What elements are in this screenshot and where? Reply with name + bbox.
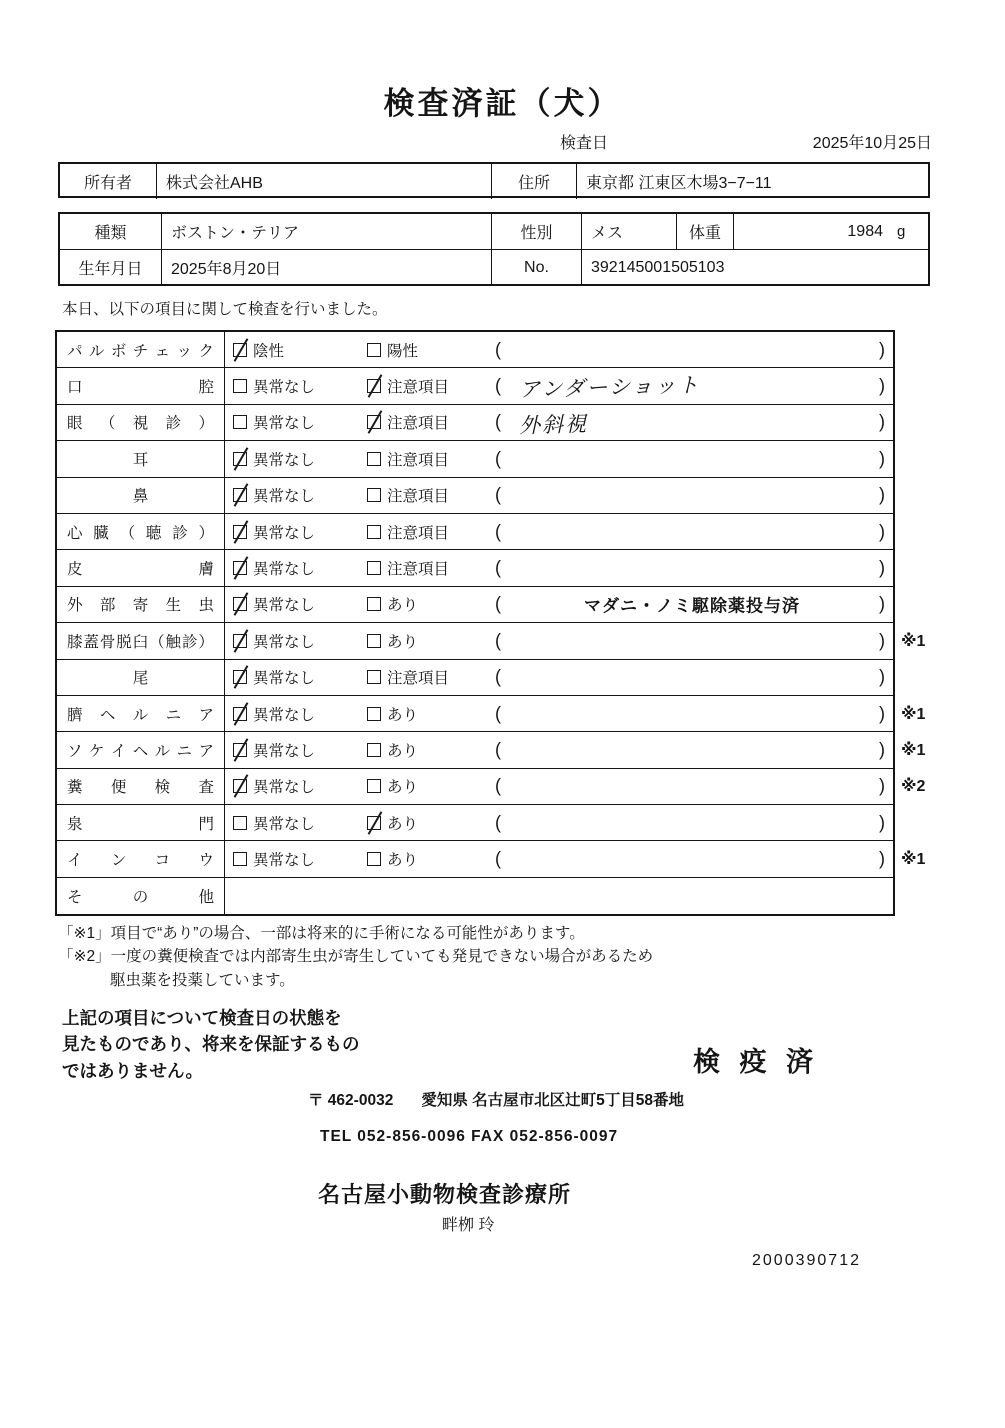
exam-option-1-label: 異常なし [253, 415, 316, 433]
exam-option-1-label: 異常なし [253, 742, 316, 760]
footnote-1: 「※1」項目で“あり”の場合、一部は将来的に手術になる可能性があります。 [58, 925, 585, 942]
exam-table-body [57, 332, 926, 914]
quarantine-stamp: 検 疫 済 [693, 1047, 820, 1077]
paren-open: ( [495, 630, 501, 651]
exam-row [57, 660, 893, 696]
owner-label: 所有者 [60, 164, 157, 199]
paren-open: ( [495, 775, 501, 796]
exam-ref-mark: ※1 [901, 851, 926, 869]
paren-open: ( [495, 703, 501, 724]
paren-open: ( [495, 448, 501, 469]
exam-row-content [225, 732, 893, 767]
paren-close: ) [879, 703, 885, 724]
footnotes [58, 922, 653, 992]
exam-item-label: 心 臓 （ 聴 診 ） [57, 514, 225, 549]
checkbox-icon [233, 415, 247, 429]
exam-row [57, 478, 893, 514]
exam-item-label: 眼 （ 視 診 ） [57, 405, 225, 440]
footnote-2: 「※2」一度の糞便検査では内部寄生虫が寄生していても発見できない場合があるため [58, 948, 654, 966]
paren-open: ( [495, 812, 501, 833]
document-number: 2000390712 [752, 1252, 861, 1269]
exam-option-2-label: 注意項目 [387, 561, 450, 579]
sex-value: メス [582, 214, 677, 249]
paren-close: ) [879, 521, 885, 542]
breed-value: ボストン・テリア [162, 214, 492, 249]
exam-option-2 [367, 521, 449, 543]
exam-option-2 [367, 484, 449, 506]
exam-option-1-label: 異常なし [253, 706, 316, 724]
paren-close: ) [879, 739, 885, 760]
exam-item-label: 口 腔 [57, 368, 225, 403]
exam-item-label: 外 部 寄 生 虫 [57, 587, 225, 622]
weight-value: 1984 [847, 222, 883, 240]
exam-row-content [225, 660, 893, 695]
paren-close: ) [879, 666, 885, 687]
exam-row [57, 769, 926, 805]
paren-close: ) [879, 557, 885, 578]
exam-row [57, 368, 893, 404]
disclaimer-line-3: ではありません。 [62, 1060, 204, 1081]
checkbox-icon [367, 343, 381, 357]
sex-label: 性別 [492, 214, 582, 249]
inspection-date-row [560, 130, 932, 153]
exam-option-2 [367, 630, 418, 652]
checkbox-icon [367, 743, 381, 757]
exam-option-1 [233, 339, 284, 361]
checkbox-icon [233, 816, 247, 830]
exam-note: アンダーショット [518, 374, 701, 402]
exam-option-2 [367, 411, 449, 433]
checkbox-icon [367, 707, 381, 721]
exam-row-content [225, 478, 893, 513]
exam-option-1-label: 異常なし [253, 488, 316, 506]
checkbox-icon [233, 597, 247, 611]
exam-row-content [225, 841, 893, 876]
exam-option-1-label: 異常なし [253, 670, 316, 688]
checkbox-icon [367, 670, 381, 684]
exam-option-2 [367, 448, 449, 470]
exam-option-2-label: 陽性 [387, 342, 419, 360]
disclaimer [62, 1005, 442, 1084]
exam-option-1 [233, 739, 315, 761]
exam-option-2-label: 注意項目 [387, 524, 450, 542]
exam-option-1 [233, 848, 315, 870]
checkbox-icon [233, 852, 247, 866]
exam-row [57, 332, 893, 368]
exam-row [57, 550, 893, 586]
exam-option-2 [367, 375, 449, 397]
checkbox-icon [367, 415, 381, 429]
checkbox-icon [367, 525, 381, 539]
exam-item-label: 皮 膚 [57, 550, 225, 585]
exam-option-2-label: あり [387, 597, 419, 615]
exam-option-1-label: 異常なし [253, 815, 316, 833]
paren-close: ) [879, 375, 885, 396]
exam-option-2-label: あり [387, 815, 419, 833]
paren-open: ( [495, 739, 501, 760]
exam-option-2 [367, 739, 418, 761]
exam-option-1 [233, 703, 315, 725]
exam-option-2-label: あり [387, 706, 419, 724]
exam-option-1 [233, 666, 315, 688]
checkbox-icon [367, 452, 381, 466]
exam-option-1 [233, 448, 315, 470]
exam-table [55, 330, 926, 916]
exam-option-1 [233, 775, 315, 797]
footnote-3: 駆虫薬を投薬しています。 [110, 971, 295, 989]
exam-option-1 [233, 593, 315, 615]
checkbox-icon [367, 634, 381, 648]
no-label: No. [492, 250, 582, 285]
exam-option-1-label: 異常なし [253, 561, 316, 579]
paren-open: ( [495, 411, 501, 432]
weight-cell [734, 214, 928, 249]
exam-item-label: 尾 [57, 660, 225, 695]
exam-option-1-label: 異常なし [253, 524, 316, 542]
exam-note: 外斜視 [518, 413, 589, 439]
exam-option-1 [233, 630, 315, 652]
checkbox-icon [367, 488, 381, 502]
exam-row-content [225, 368, 893, 403]
checkbox-icon [367, 779, 381, 793]
exam-option-1-label: 異常なし [253, 379, 316, 397]
exam-option-2-label: 注意項目 [387, 670, 450, 688]
exam-option-1 [233, 484, 315, 506]
exam-option-1 [233, 411, 315, 433]
exam-option-1-label: 陰性 [253, 342, 285, 360]
exam-row-content [225, 805, 893, 840]
breed-label: 種類 [60, 214, 162, 249]
checkbox-icon [367, 561, 381, 575]
exam-row [57, 405, 893, 441]
clinic-postal: 〒 462-0032 [308, 1092, 394, 1109]
exam-row-content [225, 696, 893, 731]
checkbox-icon [367, 852, 381, 866]
exam-option-2-label: 注意項目 [387, 415, 450, 433]
exam-option-1-label: 異常なし [253, 633, 316, 651]
exam-item-label: 泉 門 [57, 805, 225, 840]
paren-close: ) [879, 484, 885, 505]
exam-item-label: 臍 ヘ ル ニ ア [57, 696, 225, 731]
paren-close: ) [879, 630, 885, 651]
exam-option-1 [233, 375, 315, 397]
exam-item-label: パ ル ボ チ ェ ッ ク [57, 332, 225, 367]
exam-option-1 [233, 557, 315, 579]
exam-option-2-label: 注意項目 [387, 451, 450, 469]
checkbox-icon [233, 561, 247, 575]
exam-option-2 [367, 775, 418, 797]
paren-close: ) [879, 339, 885, 360]
exam-row-content [225, 441, 893, 476]
inspection-date-value: 2025年10月25日 [812, 135, 932, 152]
exam-item-label: そ の 他 [57, 878, 225, 914]
owner-value: 株式会社AHB [157, 164, 492, 199]
paren-close: ) [879, 812, 885, 833]
clinic-address-line [308, 1088, 684, 1110]
exam-row-content [225, 878, 893, 914]
paren-open: ( [495, 521, 501, 542]
exam-item-label: 耳 [57, 441, 225, 476]
exam-option-2 [367, 339, 418, 361]
vet-name: 畔栁 玲 [442, 1217, 495, 1234]
animal-table [58, 212, 930, 286]
checkbox-icon [233, 488, 247, 502]
exam-option-2-label: あり [387, 779, 419, 797]
paren-close: ) [879, 848, 885, 869]
exam-row-content [225, 405, 893, 440]
exam-row [57, 878, 893, 914]
exam-row [57, 587, 893, 623]
paren-open: ( [495, 484, 501, 505]
paren-open: ( [495, 666, 501, 687]
checkbox-icon [233, 634, 247, 648]
inspection-date-label: 検査日 [560, 135, 609, 152]
checkbox-icon [233, 525, 247, 539]
clinic-address: 愛知県 名古屋市北区辻町5丁目58番地 [421, 1092, 684, 1109]
clinic-name: 名古屋小動物検査診療所 [318, 1182, 572, 1207]
exam-row [57, 732, 926, 768]
page-title: 検査済証（犬） [383, 86, 622, 121]
clinic-tel-fax: TEL 052-856-0096 FAX 052-856-0097 [320, 1128, 619, 1145]
exam-option-2-label: あり [387, 742, 419, 760]
exam-row [57, 841, 926, 877]
paren-close: ) [879, 448, 885, 469]
exam-option-2-label: あり [387, 852, 419, 870]
checkbox-icon [233, 743, 247, 757]
weight-unit: g [897, 223, 906, 240]
exam-option-1 [233, 521, 315, 543]
exam-ref-mark: ※1 [901, 632, 926, 650]
paren-close: ) [879, 593, 885, 614]
exam-option-1-label: 異常なし [253, 852, 316, 870]
disclaimer-line-1: 上記の項目について検査日の状態を [62, 1008, 342, 1028]
address-label: 住所 [492, 164, 577, 199]
exam-item-label: ソ ケ イ ヘ ル ニ ア [57, 732, 225, 767]
exam-option-1-label: 異常なし [253, 597, 316, 615]
exam-option-2-label: 注意項目 [387, 379, 450, 397]
address-value: 東京都 江東区木場3−7−11 [586, 175, 772, 192]
owner-table [58, 162, 930, 198]
checkbox-icon [233, 452, 247, 466]
exam-row [57, 805, 893, 841]
exam-item-label: イ ン コ ウ [57, 841, 225, 876]
exam-row-content [225, 332, 893, 367]
exam-row [57, 441, 893, 477]
paren-close: ) [879, 411, 885, 432]
weight-label: 体重 [677, 214, 734, 249]
checkbox-icon [233, 379, 247, 393]
checkbox-icon [233, 670, 247, 684]
paren-open: ( [495, 848, 501, 869]
exam-row-content [225, 623, 893, 658]
exam-row-content [225, 514, 893, 549]
exam-row [57, 696, 926, 732]
exam-ref-mark: ※1 [901, 741, 926, 759]
paren-open: ( [495, 557, 501, 578]
exam-option-2 [367, 812, 418, 834]
exam-option-2 [367, 848, 418, 870]
exam-option-1-label: 異常なし [253, 451, 316, 469]
exam-option-2 [367, 666, 449, 688]
exam-row-content [225, 587, 893, 622]
checkbox-icon [233, 343, 247, 357]
paren-close: ) [879, 775, 885, 796]
exam-item-label: 糞 便 検 査 [57, 769, 225, 804]
exam-option-1-label: 異常なし [253, 779, 316, 797]
checkbox-icon [367, 816, 381, 830]
exam-option-2 [367, 593, 418, 615]
exam-option-2-label: あり [387, 633, 419, 651]
no-value: 392145001505103 [591, 258, 725, 276]
exam-row [57, 623, 926, 659]
birthdate-value: 2025年8月20日 [162, 250, 492, 285]
exam-row-content [225, 550, 893, 585]
paren-open: ( [495, 375, 501, 396]
exam-row [57, 514, 893, 550]
checkbox-icon [233, 707, 247, 721]
exam-row-content [225, 769, 893, 804]
paren-open: ( [495, 339, 501, 360]
intro-text: 本日、以下の項目に関して検査を行いました。 [62, 301, 388, 318]
exam-ref-mark: ※2 [901, 778, 926, 796]
exam-option-1 [233, 812, 315, 834]
checkbox-icon [367, 597, 381, 611]
paren-open: ( [495, 593, 501, 614]
checkbox-icon [367, 379, 381, 393]
exam-note: マダニ・ノミ駆除薬投与済 [584, 596, 800, 616]
exam-option-2-label: 注意項目 [387, 488, 450, 506]
disclaimer-line-2: 見たものであり、将来を保証するもの [62, 1034, 360, 1055]
exam-item-label: 鼻 [57, 478, 225, 513]
checkbox-icon [233, 779, 247, 793]
exam-option-2 [367, 557, 449, 579]
exam-item-label: 膝 蓋 骨 脱 臼 （ 触 診 ） [57, 623, 225, 658]
exam-ref-mark: ※1 [901, 705, 926, 723]
birthdate-label: 生年月日 [60, 250, 162, 285]
exam-option-2 [367, 703, 418, 725]
